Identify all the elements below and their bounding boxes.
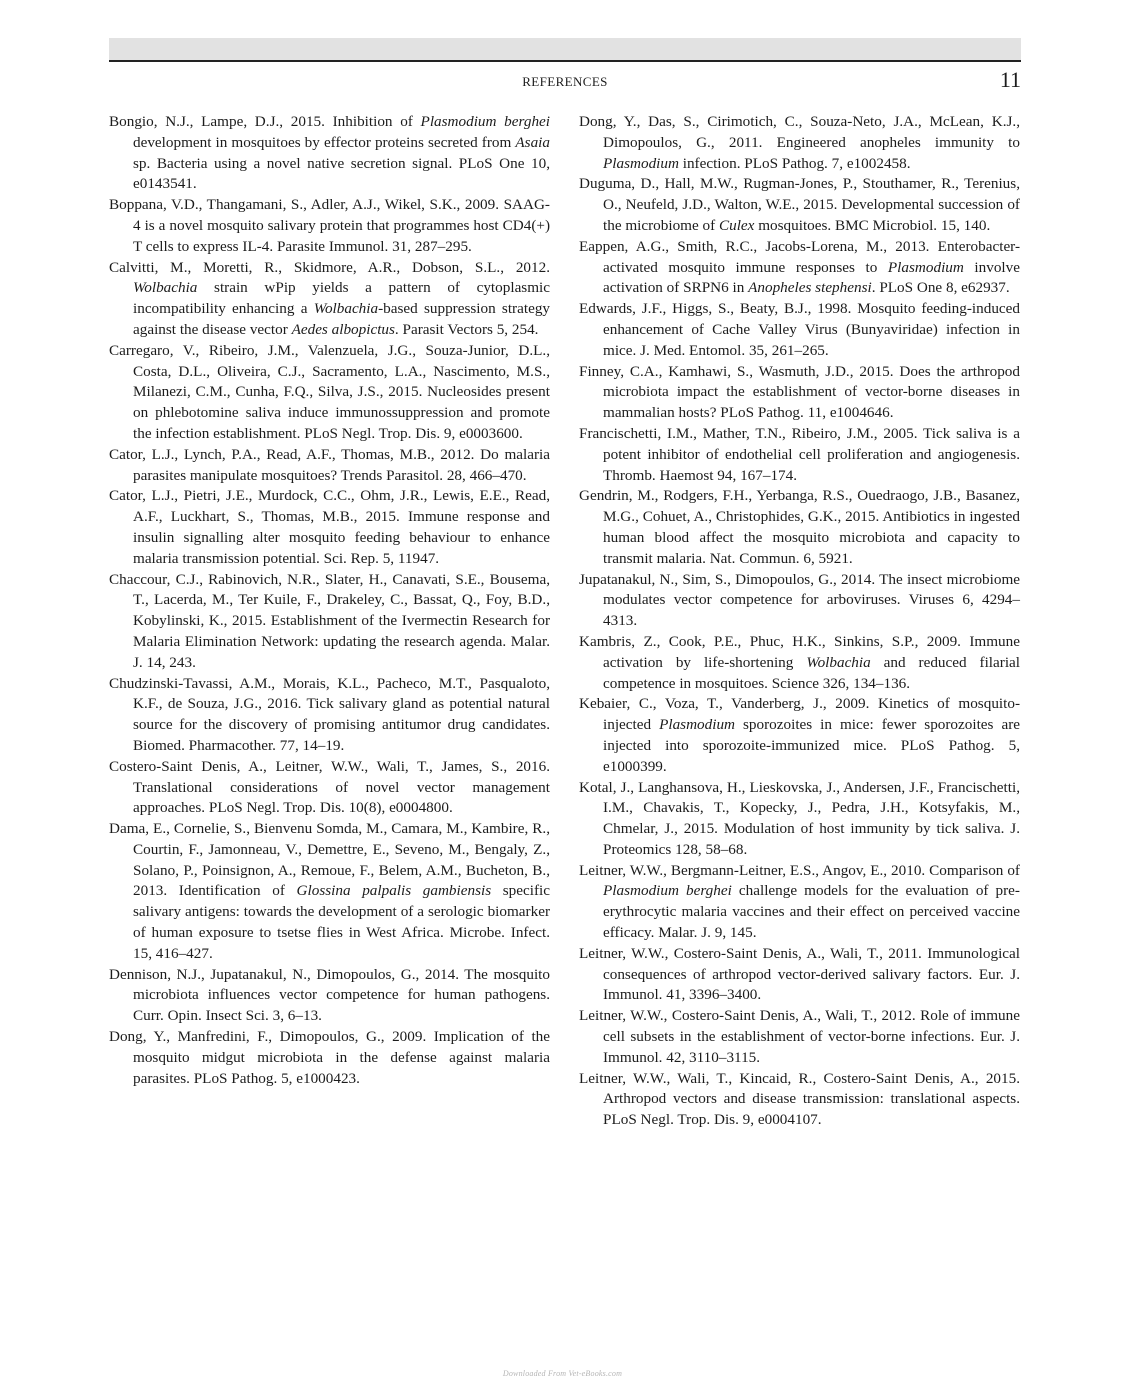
reference-entry: [109, 1027, 550, 1089]
reference-text: -based suppression strategy against the disease vector: [133, 300, 551, 338]
reference-text: mosquitoes. BMC Microbiol. 15, 140.: [754, 216, 991, 234]
reference-text: specific salivary antigens: towards the development of a serologic biomarker of human exposure to tsetse flies in West Africa. Microbe. Infect. 15, 416–427.: [133, 882, 550, 962]
reference-text: Boppana, V.D., Thangamani, S., Adler, A.J., Wikel, S.K., 2009. SAAG-4 is a novel mosquito salivary protein that programmes host CD4(+) T cells to express IL-4. Parasite Immunol. 31, 287–295.: [109, 196, 550, 255]
reference-entry: [109, 341, 550, 445]
reference-entry: [579, 1069, 1020, 1131]
reference-text: . PLoS One 8, e62937.: [871, 279, 1010, 297]
reference-text: Chudzinski-Tavassi, A.M., Morais, K.L., Pacheco, M.T., Pasqualoto, K.F., de Souza, J.G., 2016. Tick salivary gland as potential natural source for the discovery of promising antitumor drug candidates. Biomed. Pharmacother. 77, 14–19.: [109, 674, 550, 754]
reference-text: . Parasit Vectors 5, 254.: [394, 320, 539, 338]
reference-text: Cator, L.J., Lynch, P.A., Read, A.F., Thomas, M.B., 2012. Do malaria parasites manipulate mosquitoes? Trends Parasitol. 28, 466–470.: [109, 445, 550, 484]
reference-entry: [579, 1006, 1020, 1068]
reference-italic-text: Plasmodium: [603, 154, 679, 172]
reference-text: Leitner, W.W., Costero-Saint Denis, A., Wali, T., 2012. Role of immune cell subsets in the establishment of vector-borne infections. Eur. J. Immunol. 42, 3110–3115.: [579, 1007, 1020, 1066]
reference-text: Edwards, J.F., Higgs, S., Beaty, B.J., 1998. Mosquito feeding-induced enhancement of Cache Valley Virus (Bunyaviridae) infection in mice. J. Med. Entomol. 35, 261–265.: [579, 300, 1020, 359]
reference-entry: [109, 486, 550, 569]
running-head: REFERENCES: [522, 74, 608, 89]
reference-entry: [579, 299, 1020, 361]
reference-text: Duguma, D., Hall, M.W., Rugman-Jones, P., Stouthamer, R., Terenius, O., Neufeld, J.D., Walton, W.E., 2015. Developmental succession of the microbiome of: [579, 175, 1020, 234]
page-number: 11: [999, 67, 1021, 92]
reference-italic-text: Wolbachia: [806, 653, 871, 671]
reference-entry: [579, 362, 1020, 424]
reference-text: Leitner, W.W., Wali, T., Kincaid, R., Costero-Saint Denis, A., 2015. Arthropod vectors and disease transmission: translational aspects. PLoS Negl. Trop. Dis. 9, e0004107.: [579, 1069, 1020, 1129]
reference-entry: [109, 757, 550, 819]
reference-italic-text: Plasmodium: [887, 258, 964, 276]
reference-text: Kotal, J., Langhansova, H., Lieskovska, J., Andersen, J.F., Francischetti, I.M., Chavakis, T., Kopecky, J., Pedra, J.H., Kotsyfakis, M., Chmelar, J., 2015. Modulation of host immunity by tick saliva. J. Proteomics 128, 58–68.: [579, 778, 1020, 858]
reference-entry: [579, 632, 1020, 694]
reference-entry: [579, 112, 1020, 174]
reference-text: Dong, Y., Manfredini, F., Dimopoulos, G., 2009. Implication of the mosquito midgut microbiota in the defense against malaria parasites. PLoS Pathog. 5, e1000423.: [109, 1028, 550, 1087]
reference-entry: [109, 112, 550, 195]
reference-text: sp. Bacteria using a novel native secretion signal. PLoS One 10, e0143541.: [133, 154, 550, 193]
reference-italic-text: Plasmodium berghei: [603, 882, 732, 900]
reference-text: and reduced filarial competence in mosquitoes. Science 326, 134–136.: [603, 653, 1021, 692]
references-right-column: [579, 112, 1020, 1131]
reference-text: infection. PLoS Pathog. 7, e1002458.: [678, 154, 911, 172]
reference-entry: [109, 195, 550, 257]
reference-entry: [109, 570, 550, 674]
reference-entry: [579, 778, 1020, 861]
reference-text: Carregaro, V., Ribeiro, J.M., Valenzuela, J.G., Souza-Junior, D.L., Costa, D.L., Oliveira, C.J., Sacramento, L.A., Nascimento, M.S., Milanezi, C.M., Cunha, F.Q., Silva, J.S., 2015. Nucleosides present on phlebotomine saliva induce immunossuppression and promote the infection establishment. PLoS Negl. Trop. Dis. 9, e0003600.: [109, 341, 550, 442]
reference-entry: [579, 944, 1020, 1006]
reference-text: development in mosquitoes by effector proteins secreted from: [133, 133, 516, 151]
reference-entry: [579, 424, 1020, 486]
reference-italic-text: Glossina palpalis gambiensis: [296, 882, 492, 900]
reference-entry: [579, 237, 1020, 299]
reference-italic-text: Wolbachia: [313, 300, 379, 318]
reference-text: strain wPip yields a pattern of cytoplasmic incompatibility enhancing a: [133, 279, 550, 318]
reference-italic-text: Plasmodium berghei: [420, 113, 550, 130]
reference-entry: [579, 486, 1020, 569]
reference-text: Calvitti, M., Moretti, R., Skidmore, A.R., Dobson, S.L., 2012.: [109, 258, 550, 276]
reference-text: Jupatanakul, N., Sim, S., Dimopoulos, G., 2014. The insect microbiome modulates vector competence for arboviruses. Viruses 6, 4294–4313.: [579, 570, 1020, 630]
reference-italic-text: Asaia: [515, 133, 550, 151]
reference-text: Dong, Y., Das, S., Cirimotich, C., Souza-Neto, J.A., McLean, K.J., Dimopoulos, G., 2011. Engineered anopheles immunity to: [579, 113, 1020, 151]
reference-text: Kambris, Z., Cook, P.E., Phuc, H.K., Sinkins, S.P., 2009. Immune activation by life-shortening: [579, 632, 1020, 671]
reference-entry: [579, 861, 1020, 944]
references-left-column: [109, 112, 550, 1089]
reference-entry: [579, 694, 1020, 777]
reference-entry: [109, 674, 550, 757]
reference-text: involve activation of SRPN6 in: [603, 258, 1020, 297]
reference-text: Chaccour, C.J., Rabinovich, N.R., Slater, H., Canavati, S.E., Bousema, T., Lacerda, M., Ter Kuile, F., Drakeley, C., Bassat, Q., Foy, B.D., Kobylinski, K., 2015. Establishment of the Ivermectin Research for Malaria Elimination Network: updating the research agenda. Malar. J. 14, 243.: [109, 570, 550, 671]
reference-italic-text: Aedes albopictus: [291, 320, 395, 338]
reference-entry: [109, 445, 550, 487]
reference-entry: [109, 819, 550, 965]
reference-text: Bongio, N.J., Lampe, D.J., 2015. Inhibition of: [109, 113, 421, 130]
reference-italic-text: Wolbachia: [133, 279, 198, 297]
header-band: [109, 38, 1021, 60]
reference-text: Costero-Saint Denis, A., Leitner, W.W., Wali, T., James, S., 2016. Translational considerations of novel vector management approaches. PLoS Negl. Trop. Dis. 10(8), e0004800.: [109, 757, 550, 817]
reference-italic-text: Plasmodium: [659, 716, 736, 734]
reference-text: Eappen, A.G., Smith, R.C., Jacobs-Lorena, M., 2013. Enterobacter-activated mosquito immune responses to: [579, 237, 1020, 276]
header-rule: [109, 60, 1021, 62]
reference-text: Leitner, W.W., Bergmann-Leitner, E.S., Angov, E., 2010. Comparison of: [579, 861, 1020, 879]
reference-entry: [109, 258, 550, 341]
reference-text: Leitner, W.W., Costero-Saint Denis, A., Wali, T., 2011. Immunological consequences of arthropod vector-derived salivary factors. Eur. J. Immunol. 41, 3396–3400.: [579, 944, 1020, 1004]
reference-text: Cator, L.J., Pietri, J.E., Murdock, C.C., Ohm, J.R., Lewis, E.E., Read, A.F., Luckhart, S., Thomas, M.B., 2015. Immune response and insulin signalling alter mosquito feeding behaviour to enhance malaria transmission potential. Sci. Rep. 5, 11947.: [109, 487, 550, 567]
download-watermark: Downloaded From Vet-eBooks.com: [502, 1369, 623, 1378]
reference-text: Gendrin, M., Rodgers, F.H., Yerbanga, R.S., Ouedraogo, J.B., Basanez, M.G., Cohuet, A., Christophides, G.K., 2015. Antibiotics in ingested human blood affect the mosquito microbiota and capacity to transmit malaria. Nat. Commun. 6, 5921.: [579, 487, 1020, 567]
reference-text: Finney, C.A., Kamhawi, S., Wasmuth, J.D., 2015. Does the arthropod microbiota impact the establishment of vector-borne diseases in mammalian hosts? PLoS Pathog. 11, e1004646.: [579, 362, 1020, 422]
reference-text: sporozoites in mice: fewer sporozoites are injected into sporozoite-immunized mice. PLoS Pathog. 5, e1000399.: [603, 716, 1020, 775]
reference-text: Dama, E., Cornelie, S., Bienvenu Somda, M., Camara, M., Kambire, R., Courtin, F., Jamonneau, V., Demettre, E., Seveno, M., Bengaly, Z., Solano, P., Poinsignon, A., Remoue, F., Belem, A.M., Bucheton, B., 2013. Identification of: [109, 820, 550, 900]
reference-italic-text: Anopheles stephensi: [748, 279, 872, 297]
reference-text: Dennison, N.J., Jupatanakul, N., Dimopoulos, G., 2014. The mosquito microbiota influences vector competence for human pathogens. Curr. Opin. Insect Sci. 3, 6–13.: [109, 965, 550, 1025]
reference-text: challenge models for the evaluation of pre-erythrocytic malaria vaccines and their effect on perceived vaccine efficacy. Malar. J. 9, 145.: [603, 882, 1020, 942]
reference-italic-text: Culex: [718, 216, 755, 234]
reference-entry: [579, 174, 1020, 236]
reference-text: Francischetti, I.M., Mather, T.N., Ribeiro, J.M., 2005. Tick saliva is a potent inhibitor of endothelial cell proliferation and angiogenesis. Thromb. Haemost 94, 167–174.: [579, 424, 1020, 484]
reference-entry: [579, 570, 1020, 632]
reference-entry: [109, 965, 550, 1027]
reference-text: Kebaier, C., Voza, T., Vanderberg, J., 2009. Kinetics of mosquito-injected: [579, 695, 1020, 734]
